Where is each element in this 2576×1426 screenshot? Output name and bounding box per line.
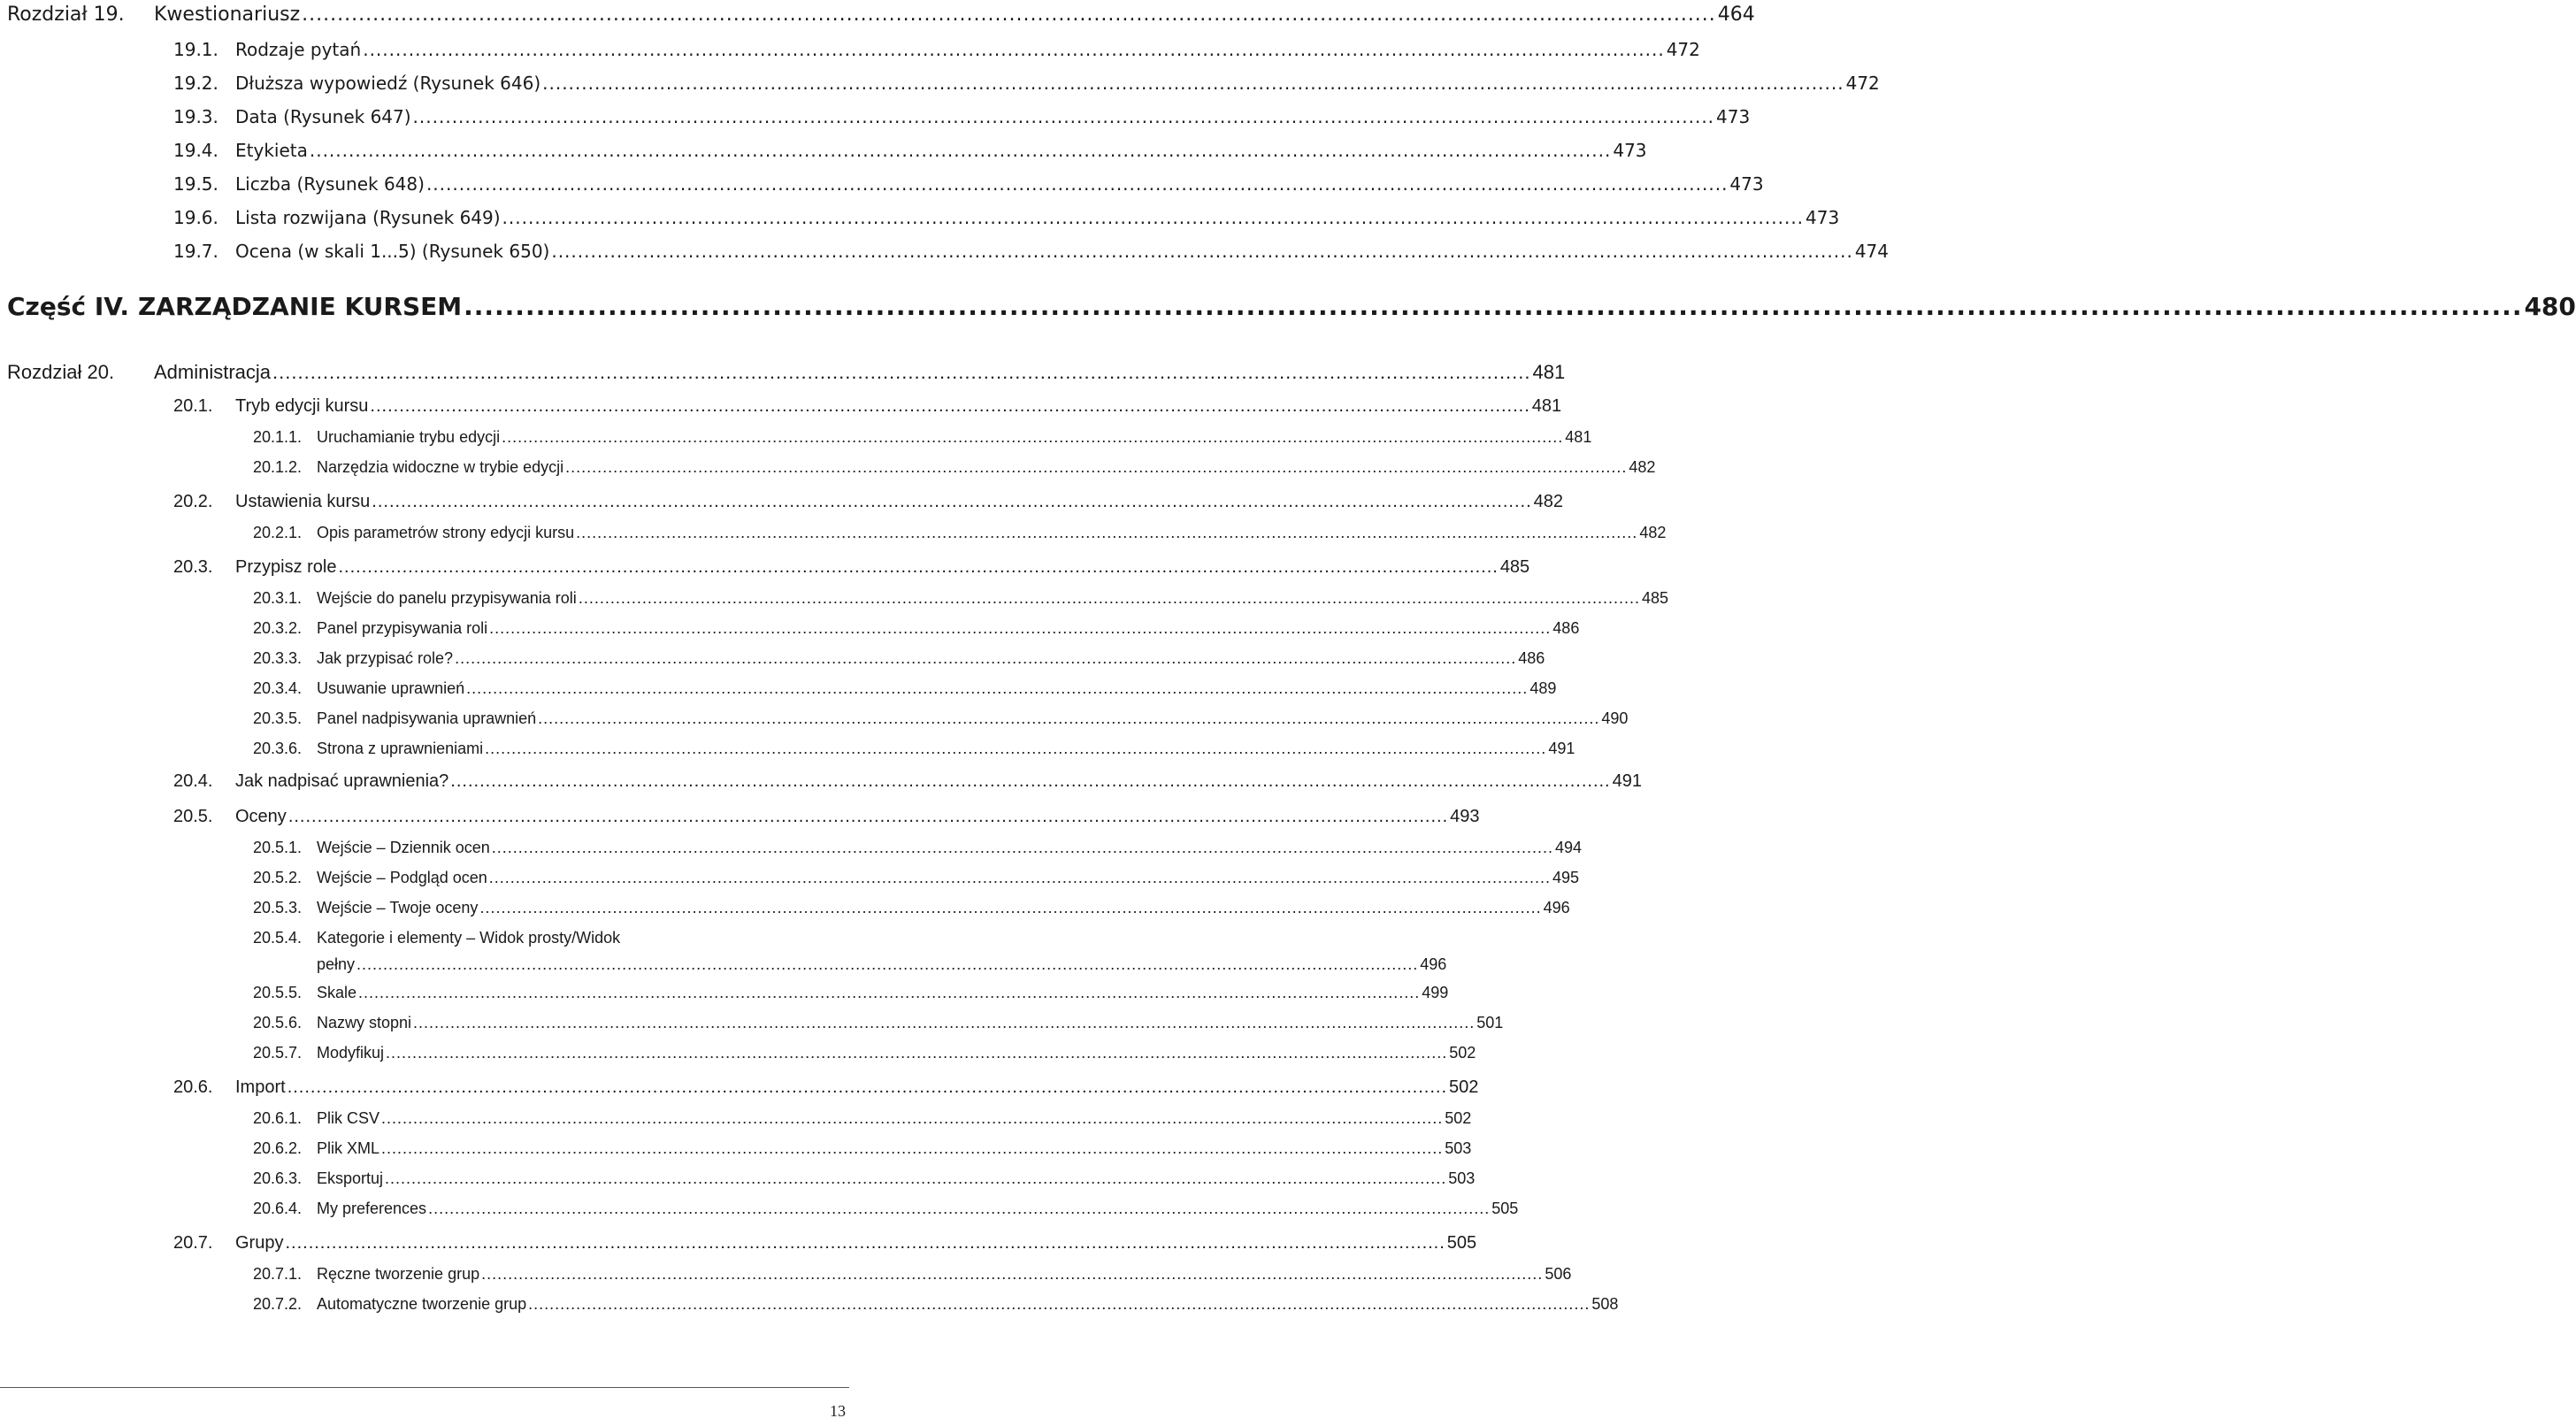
toc-entry-page: 499 bbox=[1422, 984, 1449, 1001]
toc-entry-title: Administracja bbox=[154, 361, 272, 383]
toc-entry-number: 20.1. bbox=[173, 396, 213, 416]
toc-entry[interactable] bbox=[173, 1077, 1479, 1098]
toc-entry-page: 491 bbox=[1548, 740, 1576, 757]
dot-leader: ........................................................................................................................................................................................................ bbox=[450, 771, 1611, 791]
toc-entry-title: ZARZĄDZANIE KURSEM bbox=[138, 292, 463, 321]
toc-entry-number: 20.5.4. bbox=[253, 929, 303, 947]
toc-entry-number: 19.7. bbox=[173, 241, 218, 262]
toc-entry-title: Wejście – Dziennik ocen bbox=[317, 839, 490, 856]
dot-leader: ........................................................................................................................................................................................................ bbox=[288, 807, 1449, 826]
toc-entry[interactable] bbox=[253, 709, 1629, 728]
toc-entry-title: Usuwanie uprawnień bbox=[317, 679, 465, 697]
toc-entry-page: 474 bbox=[1854, 241, 1890, 262]
toc-entry[interactable] bbox=[173, 557, 1530, 578]
toc-entry[interactable] bbox=[173, 1233, 1477, 1254]
toc-entry-title: Przypisz role bbox=[235, 557, 337, 577]
toc-entry-number: 20.3. bbox=[173, 557, 213, 577]
toc-entry-title: Data (Rysunek 647) bbox=[235, 106, 411, 127]
toc-entry-number: 19.1. bbox=[173, 39, 218, 60]
toc-entry[interactable] bbox=[253, 1109, 1472, 1128]
toc-entry-number: 20.5. bbox=[173, 807, 213, 826]
page-number: 13 bbox=[830, 1402, 846, 1420]
toc-entry-page: 495 bbox=[1552, 869, 1580, 886]
dot-leader: ........................................................................................................................................................................................................ bbox=[551, 241, 1853, 262]
dot-leader: ........................................................................................................................................................................................................ bbox=[576, 524, 1638, 541]
dot-leader: ........................................................................................................................................................................................................ bbox=[381, 1109, 1444, 1127]
toc-entry-page: 508 bbox=[1591, 1295, 1619, 1313]
toc-entry[interactable] bbox=[173, 73, 1880, 94]
dot-leader: ........................................................................................................................................................................................................ bbox=[455, 649, 1517, 667]
toc-entry-title: Liczba (Rysunek 648) bbox=[235, 173, 425, 195]
toc-entry[interactable] bbox=[173, 140, 1647, 161]
dot-leader: ........................................................................................................................................................................................................ bbox=[578, 589, 1641, 607]
dot-leader: ........................................................................................................................................................................................................ bbox=[488, 869, 1551, 886]
toc-entry-title: Jak nadpisać uprawnienia? bbox=[235, 771, 449, 791]
toc-entry-title-continuation: pełny bbox=[317, 955, 356, 973]
dot-leader: ........................................................................................................................................................................................................ bbox=[538, 709, 1600, 727]
toc-entry-number: 20.7. bbox=[173, 1233, 213, 1253]
toc-entry-title: Tryb edycji kursu bbox=[235, 396, 369, 416]
dot-leader: ........................................................................................................................................................................................................ bbox=[272, 361, 1531, 383]
toc-entry-number: 20.5.6. bbox=[253, 1014, 303, 1031]
toc-entry-page: 473 bbox=[1716, 106, 1751, 127]
toc-entry-title: Skale bbox=[317, 984, 357, 1001]
toc-entry[interactable] bbox=[173, 492, 1563, 512]
toc-entry-number: 20.5.1. bbox=[253, 839, 303, 856]
toc-entry-number: 20.3.2. bbox=[253, 619, 303, 637]
dot-leader: ........................................................................................................................................................................................................ bbox=[386, 1044, 1448, 1062]
toc-entry-page: 494 bbox=[1554, 839, 1583, 856]
dot-leader: ........................................................................................................................................................................................................ bbox=[464, 292, 2523, 321]
toc-entry[interactable] bbox=[253, 458, 1656, 477]
toc-entry-page: 472 bbox=[1845, 73, 1880, 94]
toc-entry-page: 485 bbox=[1642, 589, 1669, 607]
toc-entry[interactable] bbox=[173, 241, 1890, 262]
toc-entry-number: 20.7.1. bbox=[253, 1265, 303, 1283]
toc-entry-number: 20.2.1. bbox=[253, 524, 303, 541]
toc-entry[interactable] bbox=[253, 1295, 1619, 1314]
dot-leader: ........................................................................................................................................................................................................ bbox=[479, 899, 1542, 916]
toc-entry[interactable] bbox=[253, 899, 1570, 917]
toc-entry[interactable] bbox=[7, 292, 2576, 321]
toc-entry-number: 20.6. bbox=[173, 1077, 213, 1097]
toc-entry-number: Rozdział 20. bbox=[7, 361, 115, 383]
toc-entry-title: Kwestionariusz bbox=[154, 4, 301, 26]
toc-entry[interactable] bbox=[7, 4, 1755, 26]
dot-leader: ........................................................................................................................................................................................................ bbox=[528, 1295, 1591, 1313]
toc-entry-page: 482 bbox=[1639, 524, 1667, 541]
toc-entry-title: Ręczne tworzenie grup bbox=[317, 1265, 480, 1283]
toc-entry-number: 20.6.3. bbox=[253, 1169, 303, 1187]
dot-leader: ........................................................................................................................................................................................................ bbox=[481, 1265, 1544, 1283]
toc-entry[interactable] bbox=[253, 1044, 1476, 1062]
toc-entry[interactable] bbox=[173, 207, 1840, 228]
toc-entry-title: Modyfikuj bbox=[317, 1044, 385, 1062]
dot-leader: ........................................................................................................................................................................................................ bbox=[381, 1139, 1444, 1157]
dot-leader: ........................................................................................................................................................................................................ bbox=[428, 1200, 1491, 1217]
dot-leader: ........................................................................................................................................................................................................ bbox=[413, 1014, 1476, 1031]
toc-entry-title: Rodzaje pytań bbox=[235, 39, 362, 60]
toc-entry-title: Strona z uprawnieniami bbox=[317, 740, 484, 757]
dot-leader: ........................................................................................................................................................................................................ bbox=[412, 106, 1715, 127]
dot-leader: ........................................................................................................................................................................................................ bbox=[287, 1077, 1448, 1097]
dot-leader: ........................................................................................................................................................................................................ bbox=[489, 619, 1552, 637]
toc-entry-title: Import bbox=[235, 1077, 286, 1097]
toc-entry[interactable] bbox=[253, 589, 1669, 608]
toc-entry-number: 20.5.5. bbox=[253, 984, 303, 1001]
toc-entry-title: Oceny bbox=[235, 807, 287, 826]
toc-entry-number: Rozdział 19. bbox=[7, 4, 125, 26]
dot-leader: ........................................................................................................................................................................................................ bbox=[302, 4, 1716, 26]
toc-entry-title: Ustawienia kursu bbox=[235, 492, 371, 511]
toc-entry-number: 20.3.5. bbox=[253, 709, 303, 727]
toc-entry[interactable] bbox=[253, 740, 1576, 758]
toc-entry-title: Lista rozwijana (Rysunek 649) bbox=[235, 207, 501, 228]
toc-entry-title: Dłuższa wypowiedź (Rysunek 646) bbox=[235, 73, 541, 94]
toc-entry-page: 485 bbox=[1499, 557, 1530, 577]
toc-entry-page: 486 bbox=[1552, 619, 1580, 637]
toc-entry-number: 19.4. bbox=[173, 140, 218, 161]
toc-entry-number: 19.2. bbox=[173, 73, 218, 94]
dot-leader: ........................................................................................................................................................................................................ bbox=[542, 73, 1844, 94]
toc-entry-number: 19.3. bbox=[173, 106, 218, 127]
dot-leader: ........................................................................................................................................................................................................ bbox=[372, 492, 1532, 511]
toc-entry-number: 20.6.2. bbox=[253, 1139, 303, 1157]
toc-entry-title: Opis parametrów strony edycji kursu bbox=[317, 524, 575, 541]
toc-entry[interactable] bbox=[253, 524, 1667, 542]
toc-entry-title: Wejście do panelu przypisywania roli bbox=[317, 589, 577, 607]
toc-entry-page: 501 bbox=[1476, 1014, 1504, 1031]
toc-entry[interactable] bbox=[173, 173, 1764, 195]
toc-entry-title: Ocena (w skali 1...5) (Rysunek 650) bbox=[235, 241, 550, 262]
dot-leader: ........................................................................................................................................................................................................ bbox=[485, 740, 1547, 757]
toc-entry-number: 20.6.4. bbox=[253, 1200, 303, 1217]
toc-entry[interactable] bbox=[253, 1014, 1504, 1032]
toc-entry-page: 505 bbox=[1491, 1200, 1519, 1217]
dot-leader: ........................................................................................................................................................................................................ bbox=[565, 458, 1628, 476]
toc-entry-page: 472 bbox=[1666, 39, 1700, 60]
toc-entry-title: Eksportuj bbox=[317, 1169, 384, 1187]
toc-entry-title: Kategorie i elementy – Widok prosty/Widok bbox=[317, 929, 621, 947]
toc-entry-page: 502 bbox=[1449, 1044, 1476, 1062]
toc-entry-page: 486 bbox=[1518, 649, 1545, 667]
toc-entry-page: 503 bbox=[1445, 1139, 1472, 1157]
toc-entry-page: 496 bbox=[1420, 955, 1447, 973]
toc-entry-number: 20.5.7. bbox=[253, 1044, 303, 1062]
dot-leader: ........................................................................................................................................................................................................ bbox=[426, 173, 1729, 195]
toc-entry-title: Etykieta bbox=[235, 140, 308, 161]
dot-leader: ........................................................................................................................................................................................................ bbox=[491, 839, 1553, 856]
toc-entry-number: 20.3.4. bbox=[253, 679, 303, 697]
toc-entry-page: 481 bbox=[1531, 396, 1562, 416]
toc-entry-page: 482 bbox=[1533, 492, 1563, 511]
toc-entry-number: 20.5.2. bbox=[253, 869, 303, 886]
toc-entry-page: 505 bbox=[1446, 1233, 1477, 1253]
toc-entry-title: Uruchamianie trybu edycji bbox=[317, 428, 501, 446]
toc-entry-number: 19.6. bbox=[173, 207, 218, 228]
toc-entry-page: 480 bbox=[2524, 292, 2576, 321]
toc-entry[interactable] bbox=[7, 361, 1566, 384]
toc-entry[interactable] bbox=[173, 106, 1751, 127]
dot-leader: ........................................................................................................................................................................................................ bbox=[502, 428, 1564, 446]
toc-entry[interactable] bbox=[173, 396, 1562, 417]
toc-entry-page: 481 bbox=[1532, 361, 1566, 383]
toc-entry-title: Panel nadpisywania uprawnień bbox=[317, 709, 537, 727]
dot-leader: ........................................................................................................................................................................................................ bbox=[358, 984, 1421, 1001]
toc-entry-page: 473 bbox=[1613, 140, 1647, 161]
toc-entry-page: 503 bbox=[1448, 1169, 1476, 1187]
toc-entry[interactable] bbox=[253, 984, 1449, 1002]
toc-entry-page: 464 bbox=[1717, 4, 1755, 26]
toc-entry-number: 19.5. bbox=[173, 173, 218, 195]
toc-entry-title: Grupy bbox=[235, 1233, 284, 1253]
dot-leader: ........................................................................................................................................................................................................ bbox=[285, 1233, 1445, 1253]
toc-entry-number: 20.7.2. bbox=[253, 1295, 303, 1313]
toc-entry-number: 20.1.1. bbox=[253, 428, 303, 446]
toc-entry-title: Narzędzia widoczne w trybie edycji bbox=[317, 458, 564, 476]
toc-entry-page: 473 bbox=[1729, 173, 1764, 195]
toc-entry[interactable] bbox=[253, 679, 1557, 698]
toc-entry[interactable] bbox=[253, 1200, 1519, 1218]
toc-entry-number: 20.1.2. bbox=[253, 458, 303, 476]
toc-entry-page: 481 bbox=[1565, 428, 1592, 446]
toc-entry-number: 20.2. bbox=[173, 492, 213, 511]
toc-entry[interactable] bbox=[253, 1265, 1572, 1284]
toc-entry-title: Plik XML bbox=[317, 1139, 380, 1157]
toc-entry-title: Nazwy stopni bbox=[317, 1014, 412, 1031]
toc-entry-number: 20.6.1. bbox=[253, 1109, 303, 1127]
toc-entry-title: Plik CSV bbox=[317, 1109, 380, 1127]
dot-leader: ........................................................................................................................................................................................................ bbox=[338, 557, 1499, 577]
toc-entry-number: 20.3.1. bbox=[253, 589, 303, 607]
toc-entry[interactable] bbox=[253, 1169, 1476, 1188]
toc-entry-continuation[interactable] bbox=[317, 955, 1447, 974]
dot-leader: ........................................................................................................................................................................................................ bbox=[370, 396, 1530, 416]
toc-entry-page: 490 bbox=[1601, 709, 1629, 727]
dot-leader: ........................................................................................................................................................................................................ bbox=[309, 140, 1612, 161]
toc-entry[interactable] bbox=[173, 807, 1480, 827]
dot-leader: ........................................................................................................................................................................................................ bbox=[356, 955, 1419, 973]
toc-entry-page: 493 bbox=[1450, 807, 1480, 826]
toc-entry[interactable] bbox=[253, 839, 1583, 857]
toc-entry-title: Jak przypisać role? bbox=[317, 649, 454, 667]
toc-entry-page: 482 bbox=[1629, 458, 1656, 476]
toc-entry[interactable] bbox=[253, 619, 1580, 638]
toc-entry-page: 502 bbox=[1445, 1109, 1472, 1127]
toc-entry[interactable] bbox=[253, 428, 1592, 447]
toc-entry[interactable] bbox=[253, 929, 823, 947]
toc-entry-page: 473 bbox=[1806, 207, 1840, 228]
toc-entry[interactable] bbox=[253, 1139, 1472, 1158]
toc-entry[interactable] bbox=[173, 39, 1700, 60]
toc-entry-title: Wejście – Twoje oceny bbox=[317, 899, 479, 916]
toc-entry-number: Część IV. bbox=[7, 292, 129, 321]
toc-entry[interactable] bbox=[173, 771, 1642, 792]
dot-leader: ........................................................................................................................................................................................................ bbox=[385, 1169, 1447, 1187]
toc-entry-page: 489 bbox=[1530, 679, 1557, 697]
toc-entry-page: 502 bbox=[1449, 1077, 1479, 1097]
toc-entry-number: 20.4. bbox=[173, 771, 213, 791]
toc-entry[interactable] bbox=[253, 869, 1580, 887]
toc-entry-title: Panel przypisywania roli bbox=[317, 619, 488, 637]
toc-entry-title: Automatyczne tworzenie grup bbox=[317, 1295, 527, 1313]
toc-entry-page: 506 bbox=[1545, 1265, 1572, 1283]
footer-divider bbox=[0, 1387, 849, 1388]
dot-leader: ........................................................................................................................................................................................................ bbox=[466, 679, 1529, 697]
toc-entry-page: 496 bbox=[1543, 899, 1570, 916]
dot-leader: ........................................................................................................................................................................................................ bbox=[363, 39, 1665, 60]
toc-entry-number: 20.3.6. bbox=[253, 740, 303, 757]
toc-entry[interactable] bbox=[253, 649, 1545, 668]
toc-entry-title: Wejście – Podgląd ocen bbox=[317, 869, 487, 886]
toc-entry-number: 20.3.3. bbox=[253, 649, 303, 667]
toc-entry-title: My preferences bbox=[317, 1200, 427, 1217]
toc-entry-page: 491 bbox=[1612, 771, 1642, 791]
dot-leader: ........................................................................................................................................................................................................ bbox=[502, 207, 1805, 228]
toc-entry-number: 20.5.3. bbox=[253, 899, 303, 916]
